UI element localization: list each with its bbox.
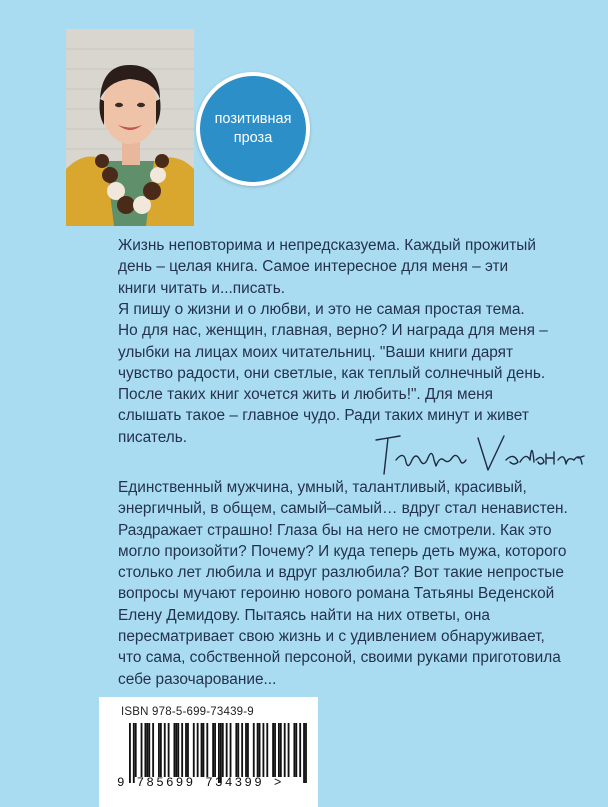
- author-quote-paragraph-1: Жизнь неповторима и непредсказуема. Каждый прожитый день – целая книга. Самое интересное для меня – эти книги читать и...писать.: [118, 237, 536, 297]
- barcode-bar: [288, 723, 290, 777]
- barcode-bar: [222, 723, 224, 777]
- barcode-bar: [187, 723, 189, 777]
- barcode-bar: [295, 723, 297, 777]
- barcode-bar: [177, 723, 179, 777]
- author-photo: [66, 29, 194, 226]
- barcode-bar: [303, 723, 305, 783]
- barcode-bar: [220, 723, 222, 783]
- barcode-bar: [135, 723, 137, 777]
- barcode-bar: [299, 723, 301, 777]
- barcode-bar: [272, 723, 274, 777]
- barcode-bar: [226, 723, 228, 777]
- genre-badge: [196, 72, 310, 186]
- book-annotation: Единственный мужчина, умный, талантливый, красивый, энергичный, в общем, самый–самый… вдруг стал ненавистен. Раздражает страшно! Глаза бы на него не смотрели. Как это могло произойти? Почему? И куда теперь деть мужа, которого столько лет любила и вдруг разлюбила? Вот такие непростые вопросы мучают героиню нового романа Татьяны Веденской Елену Демидову. Пытаясь найти на них ответы, она пересматривает свою жизнь и с удивлением обнаруживает, что сама, собственной персоной, своими руками приготовила себе разочарование...: [118, 479, 568, 688]
- barcode-bar: [193, 723, 195, 777]
- barcode-bar: [259, 723, 261, 777]
- barcode-bar: [214, 723, 216, 777]
- barcode-bar: [245, 723, 247, 777]
- badge-line-2: проза: [233, 130, 273, 146]
- barcode-bar: [247, 723, 249, 777]
- barcode-bar: [168, 723, 170, 777]
- barcode-bar: [293, 723, 295, 777]
- barcode-bar: [152, 723, 154, 777]
- barcode-bar: [141, 723, 143, 777]
- author-signature: [370, 430, 588, 480]
- barcode-bar: [158, 723, 160, 777]
- isbn-text: ISBN 978-5-699-73439-9: [121, 706, 254, 718]
- barcode-bar: [175, 723, 177, 777]
- barcode-bar: [235, 723, 237, 777]
- barcode-bar: [263, 723, 265, 777]
- barcode-bar: [274, 723, 276, 777]
- barcode-bar: [212, 723, 214, 777]
- barcode-bar: [203, 723, 205, 777]
- barcode-bar: [280, 723, 282, 777]
- barcode-bar: [241, 723, 243, 777]
- barcode-block: [99, 697, 318, 807]
- barcode-bar: [305, 723, 307, 783]
- barcode-bar: [144, 723, 146, 777]
- barcode-bar: [253, 723, 255, 777]
- barcode-bar: [174, 723, 176, 777]
- barcode-bar: [185, 723, 187, 777]
- barcode-bar: [164, 723, 166, 777]
- badge-line-1: позитивная: [214, 111, 292, 127]
- barcode-bar: [160, 723, 162, 777]
- barcode-bar: [148, 723, 150, 777]
- author-quote-paragraph-2: Я пишу о жизни и о любви, и это не самая простая тема. Но для нас, женщин, главная, верно? И награда для меня – улыбки на лицах моих читательниц. "Ваши книги дарят чувство радости, они светлые, как теплый солнечный день. После таких книг хочется жить и любить!". Для меня слышать такое – главное чудо. Ради таких минут и живет писатель.: [118, 301, 548, 446]
- barcode-bar: [230, 723, 232, 777]
- barcode-bar: [146, 723, 148, 777]
- barcode-bar: [218, 723, 220, 783]
- barcode-bar: [129, 723, 131, 783]
- barcode-bar: [201, 723, 203, 777]
- barcode-bar: [181, 723, 183, 777]
- barcode-bar: [237, 723, 239, 777]
- barcode-bar: [266, 723, 268, 777]
- barcode-bar: [206, 723, 208, 777]
- barcode-bar: [278, 723, 280, 777]
- barcode-bar: [257, 723, 259, 777]
- barcode-bar: [284, 723, 286, 777]
- barcode-digits: 9 785699 734399 >: [117, 776, 284, 790]
- barcode-bar: [133, 723, 135, 783]
- barcode-bar: [197, 723, 199, 777]
